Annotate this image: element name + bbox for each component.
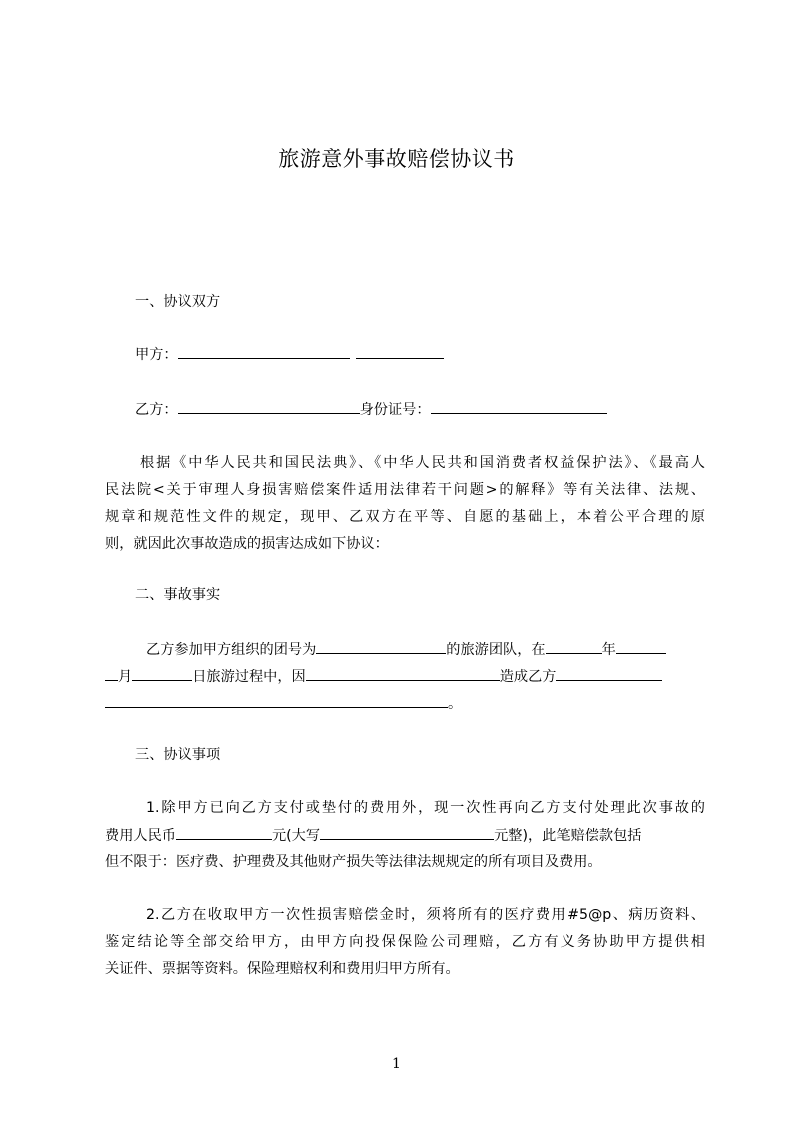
section-heading-facts: 二、事故事实 [135, 587, 221, 603]
item1-line-2 [105, 826, 705, 845]
basis-line-4: 则，就因此次事故造成的损害达成如下协议： [105, 536, 389, 552]
facts-text-end: 。 [448, 696, 463, 712]
item2-line-3: 关证件、票据等资料。保险理赔权利和费用归甲方所有。 [105, 961, 460, 977]
facts-line-1 [146, 640, 746, 659]
item1-line-3: 但不限于：医疗费、护理费及其他财产损失等法律法规规定的所有项目及费用。 [105, 854, 602, 870]
party-a-line [135, 345, 735, 364]
item1-text-capital: 元(大写 [271, 828, 321, 844]
facts-text-result: 造成乙方 [499, 669, 557, 685]
party-a-blank [178, 345, 350, 359]
amount-capital-blank [320, 826, 494, 840]
facts-text-day: 日旅游过程中，因 [192, 669, 306, 685]
id-number-label: 身份证号： [359, 402, 431, 418]
party-b-line [135, 400, 735, 419]
section-heading-parties: 一、协议双方 [135, 294, 221, 310]
item1-line-1: 1.除甲方已向乙方支付或垫付的费用外，现一次性再向乙方支付处理此次事故的 [146, 800, 705, 816]
result-blank-a [556, 667, 662, 681]
item1-text-includes: 元整)，此笔赔偿款包括 [494, 828, 642, 844]
facts-line-3 [105, 694, 705, 713]
basis-line-3: 规章和规范性文件的规定，现甲、乙双方在平等、自愿的基础上，本着公平合理的原 [105, 509, 705, 525]
team-number-blank [316, 640, 446, 654]
item2-line-2: 鉴定结论等全部交给甲方，由甲方向投保保险公司理赔，乙方有义务协助甲方提供相 [105, 934, 705, 950]
party-b-blank [178, 400, 360, 414]
facts-text-group: 的旅游团队，在 [446, 642, 546, 658]
facts-line-2 [105, 667, 705, 686]
item1-text-amount: 费用人民币 [105, 828, 176, 844]
cause-blank [306, 667, 500, 681]
year-blank [546, 640, 602, 654]
facts-text-year: 年 [601, 642, 616, 658]
id-number-blank [431, 400, 607, 414]
basis-line-1: 根据《中华人民共和国民法典》、《中华人民共和国消费者权益保护法》、《最高人 [140, 455, 705, 471]
page-number: 1 [392, 1056, 401, 1072]
item2-line-1: 2.乙方在收取甲方一次性损害赔偿金时，须将所有的医疗费用#5@p、病历资料、 [146, 907, 705, 923]
basis-line-2: 民法院<关于审理人身损害赔偿案件适用法律若干问题>的解释》等有关法律、法规、 [105, 482, 705, 498]
document-title: 旅游意外事故赔偿协议书 [278, 147, 515, 171]
facts-text-team: 乙方参加甲方组织的团号为 [146, 642, 317, 658]
result-blank-b [105, 694, 448, 708]
facts-text-month: 月 [118, 669, 133, 685]
amount-blank [176, 826, 272, 840]
party-b-label: 乙方： [135, 402, 178, 418]
party-a-label: 甲方： [135, 347, 178, 363]
day-blank [132, 667, 192, 681]
month-blank-a [616, 640, 666, 654]
section-heading-terms: 三、协议事项 [135, 747, 221, 763]
month-blank-b [105, 667, 118, 681]
party-a-blank-2 [356, 345, 444, 359]
